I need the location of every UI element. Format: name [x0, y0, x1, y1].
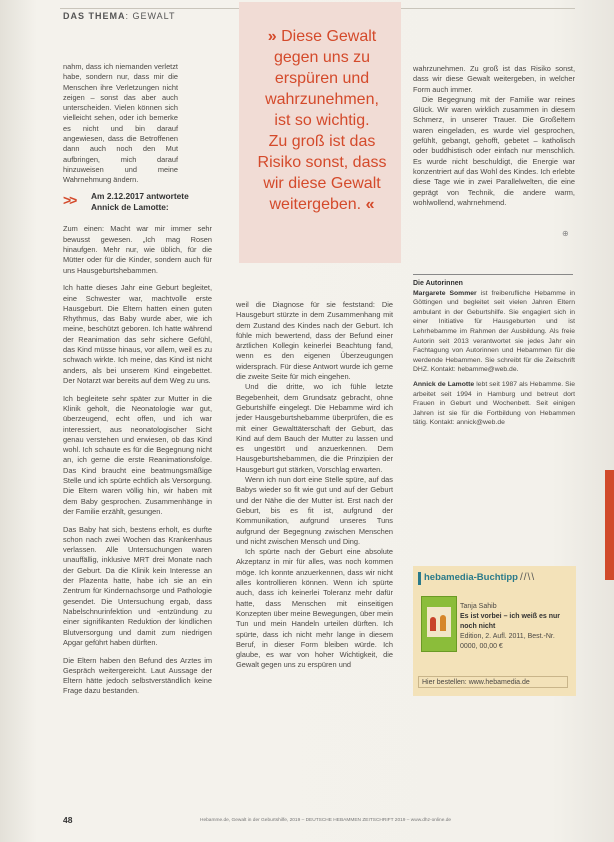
- pull-quote: [252, 26, 392, 215]
- quote-line: gegen uns zu: [273, 49, 371, 66]
- column-c-body: [413, 64, 575, 208]
- quote-line: wahrzunehmen,: [265, 91, 379, 108]
- column-a-top: [63, 62, 178, 186]
- paragraph: Ich begleitete sehr später zur Mutter in die Klinik geholt, die Neonatologie war gut, überzeugend, echt offen, und ich war interessiert, aus neonatologischer Sicht genau verstehen und erwiesen, ob das Kind wohl. Ich schaute es für die Begegnung nicht an, ich gerne die erste Reanimationsfolge. Das Kind braucht eine beatmungsmäßige Stelle und ich spürte echtlich als Versorgung. Die Eltern waren völlig hin, wir haben mit dem Baby gesprochen. Zusammenhänge in der Familie erzählt, gesungen.: [63, 393, 212, 516]
- paragraph: nahm, dass ich niemanden verletzt habe, sondern nur, dass mir die Menschen ihre Verletzungen nicht zeigen – sonst das aber auch unterscheiden. Vielen können sich vielleicht sehen, oder ich bemerke es nicht und bin darauf angewiesen, dass die Betroffenen dann auch noch den Mut aufbringen, mich darauf hinzuweisen und meine Wahrnehmung ändern.: [63, 62, 178, 185]
- paragraph: Die Begegnung mit der Familie war reines Glück. Wir waren wirklich zusammen in diesem Schmerz, in unserer Trauer. Die Großeltern waren eingeladen, es wurde viel gesprochen, gefühlt, gebangt, gehofft, gebetet – katholisch oder buddhistisch oder einfach nur menschlich. Es wurde nicht beschuldigt, die Energie war konzentriert auf das Wohl des Kindes. Ich erlebte diese Tage wie in zwei Parallelwelten, die eine geprägt von Technik, die andere warm, wohlwollend, wahrnehmend.: [413, 94, 575, 207]
- paragraph: Und die dritte, wo ich fühle letzte Begebenheit, dem Grundsatz gebracht, ohne Geburtshilfe eingelegt. Die Hebamme wird ich jeder Hausgeburtshebamme überprüfen, die es mit einer Gewalttäterschaft der Geburt, das Kind auf dem Bauch der Mutter zu lassen und es ungestört und anzuerkennen. Dem Hausgeburtshebammen, die die Prinzipien der Hausgeburt gut stärken, Vorschlag erwarten.: [236, 382, 393, 474]
- end-mark-icon: ⊕: [562, 229, 569, 238]
- quote-open-mark: »: [267, 28, 277, 45]
- quote-line: ist so wichtig.: [274, 112, 370, 129]
- figure-icon: [440, 615, 446, 631]
- book-author: Tanja Sahib: [460, 603, 497, 610]
- chevron-icon: >>: [63, 192, 76, 208]
- footer-credit: Hebamme.de, Gewalt in der Geburtshilfe, 2019 – DEUTSCHE HEBAMMEN ZEITSCHRIFT 2019 – www.dhz-online.de: [200, 818, 452, 823]
- quote-line: Diese Gewalt: [281, 28, 377, 45]
- reply-author: Annick de Lamotte:: [91, 202, 169, 212]
- authors-box: [413, 279, 575, 428]
- section-label: DAS THEMA: [63, 11, 126, 21]
- paragraph: weil die Diagnose für sie feststand: Die Hausgeburt stürzte in dem Zusammenhang mit dem Zustand des Kindes nach der Geburt. Ich fühle mich bewertend, dass der Befund einer ärztlichen Kollegin keinerlei Beachtung fand, wenn es den eigenen Überzeugungen widersprach. Für diese Antwort wurde ich gerne die zweite Seite für mich eingehen.: [236, 300, 393, 382]
- edge-tab: [605, 470, 614, 580]
- author-name: Margarete Sommer: [413, 289, 477, 297]
- paragraph: Wenn ich nun dort eine Stelle spüre, auf das Babys wieder so fit wie gut und auf der Geburt und der Nähe die der Mutter ist. Erst nach der Geburt, bis es fit ist, aufgrund der Kommunikation, aufgrund unseres Tuns aufgrund der Begegnung zwischen Menschen und nicht zwischen Mensch und Ding.: [236, 475, 393, 546]
- book-details: Edition, 2. Aufl. 2011, Best.-Nr. 0000, 00,00 €: [460, 633, 555, 650]
- page-number: 48: [63, 815, 73, 825]
- paragraph: Ich spürte nach der Geburt eine absolute Akzeptanz in mir für alles, was noch kommen möge. Ich konnte anzuerkennen, dass wir nicht alles kontrollieren können. Wenn ich spürte auch, dass ich keinerlei Toleranz mehr dafür hatte, dass Menschen mit einseitigen Konzepten über meine Bewegungen, über mein Tun und mein Handeln urteilen dürften. Ich spürte, dass ich nicht mehr lange in diesem Beruf, in dieser Form bleiben würde. Ich glaube, es war von hoher Wichtigkeit, die Gewalt gegen uns zu erspüren und: [236, 547, 393, 670]
- book-cover[interactable]: [421, 596, 457, 652]
- authors-heading: Die Autorinnen: [413, 280, 463, 287]
- author-name: Annick de Lamotte: [413, 380, 475, 388]
- author-bio: lebt seit 1987 als Hebamme. Sie arbeitet seit 1994 in Hamburg und betreut dort Frauen in Geburt und Wochenbett. Seit einigen Jahren ist sie für die Fortbildung von Hebammen tätig. Kontakt: annick@web.de: [413, 380, 575, 427]
- order-link[interactable]: Hier bestellen: www.hebamedia.de: [418, 676, 568, 688]
- accent-bar: [418, 572, 421, 585]
- book-tip-label: hebamedia-Buchtipp: [424, 572, 518, 583]
- book-title: Es ist vorbei – ich weiß es nur noch nicht: [460, 613, 560, 630]
- quote-line: Zu groß ist das: [268, 133, 376, 150]
- quote-line: wir diese Gewalt: [263, 175, 381, 192]
- section-header: [63, 11, 176, 21]
- quote-line: weitergeben.: [269, 196, 362, 213]
- paragraph: Zum einen: Macht war mir immer sehr bewusst gewesen. „Ich mag Rosen hinaufgen. Mehr nur, wie üblich, für die Mütter oder für die Kinder, sondern auch für uns Hausgeburtshebammen.: [63, 224, 212, 275]
- section-topic: : GEWALT: [125, 11, 176, 21]
- column-b-body: [236, 300, 393, 671]
- quote-line: Risiko sonst, dass: [257, 154, 387, 171]
- column-a-body: [63, 217, 212, 704]
- book-tip-header: [418, 572, 568, 586]
- book-info: [460, 602, 574, 652]
- figure-icon: [430, 617, 436, 631]
- author-bio: ist freiberufliche Hebamme in Göttingen und begleitet seit vielen Jahren Eltern ambulant in der Geburtshilfe. Sie engagiert sich in einer Initiative für Hausgeburten und ist Lehrhebamme im Rahmen der Ausbildung. Als freie Autorin seit 2013 verantwortet sie jedes Jahr ein Fachtagung von Autorinnen und Hebammen für die werdende Hebammen. Sie schreibt für die Zeitschrift DHZ. Kontakt: hebamme@web.de.: [413, 289, 576, 374]
- brand-logo-icon: //\\: [520, 572, 536, 583]
- quote-close-mark: «: [365, 196, 375, 213]
- paragraph: Ich hatte dieses Jahr eine Geburt begleitet, eine Schwester war, machtvolle erste Hausgeburt. Die Eltern hatten einen guten Rhythmus, das Baby wurde aber, wie ich meine, beschützt geboren. Ich hatte während der Reanimation das sehr sichere Gefühl, das Kind müsse hinaus, vor allem, weil es zu schwach wirkte. Ich meine, das Kind ist nicht anders, als bei unserem Kind eingebettet. Der Notarzt war bereits auf dem Weg zu uns.: [63, 283, 212, 385]
- quote-line: erspüren und: [274, 70, 370, 87]
- reply-date: Am 2.12.2017 antwortete: [91, 191, 189, 201]
- paragraph: wahrzunehmen. Zu groß ist das Risiko sonst, dass wir diese Gewalt weitergeben, in welcher Form auch immer.: [413, 64, 575, 94]
- authors-divider: [413, 274, 573, 275]
- paragraph: Die Eltern haben den Befund des Arztes im Gespräch weitergereicht. Laut Aussage der Eltern hätte jedoch selbstverständlich keine Frage dazu bestanden.: [63, 655, 212, 696]
- paragraph: Das Baby hat sich, bestens erholt, es durfte schon nach zwei Wochen das Krankenhaus verlassen. Alle Untersuchungen waren unauffällig, inklusive MRT drei Monate nach der Geburt. Da die Klinik kein Interesse an der Plazenta hatte, habe ich sie an ein Zentrum für Kindernachsorge und Pathologie gesendet. Die Untersuchung ergab, dass Nabelschnurinfektion und -entzündung zu einer signifikanten Reduktion der kindlichen Blutversorgung und damit zum niedrigen Apgar geführt haben dürften.: [63, 524, 212, 647]
